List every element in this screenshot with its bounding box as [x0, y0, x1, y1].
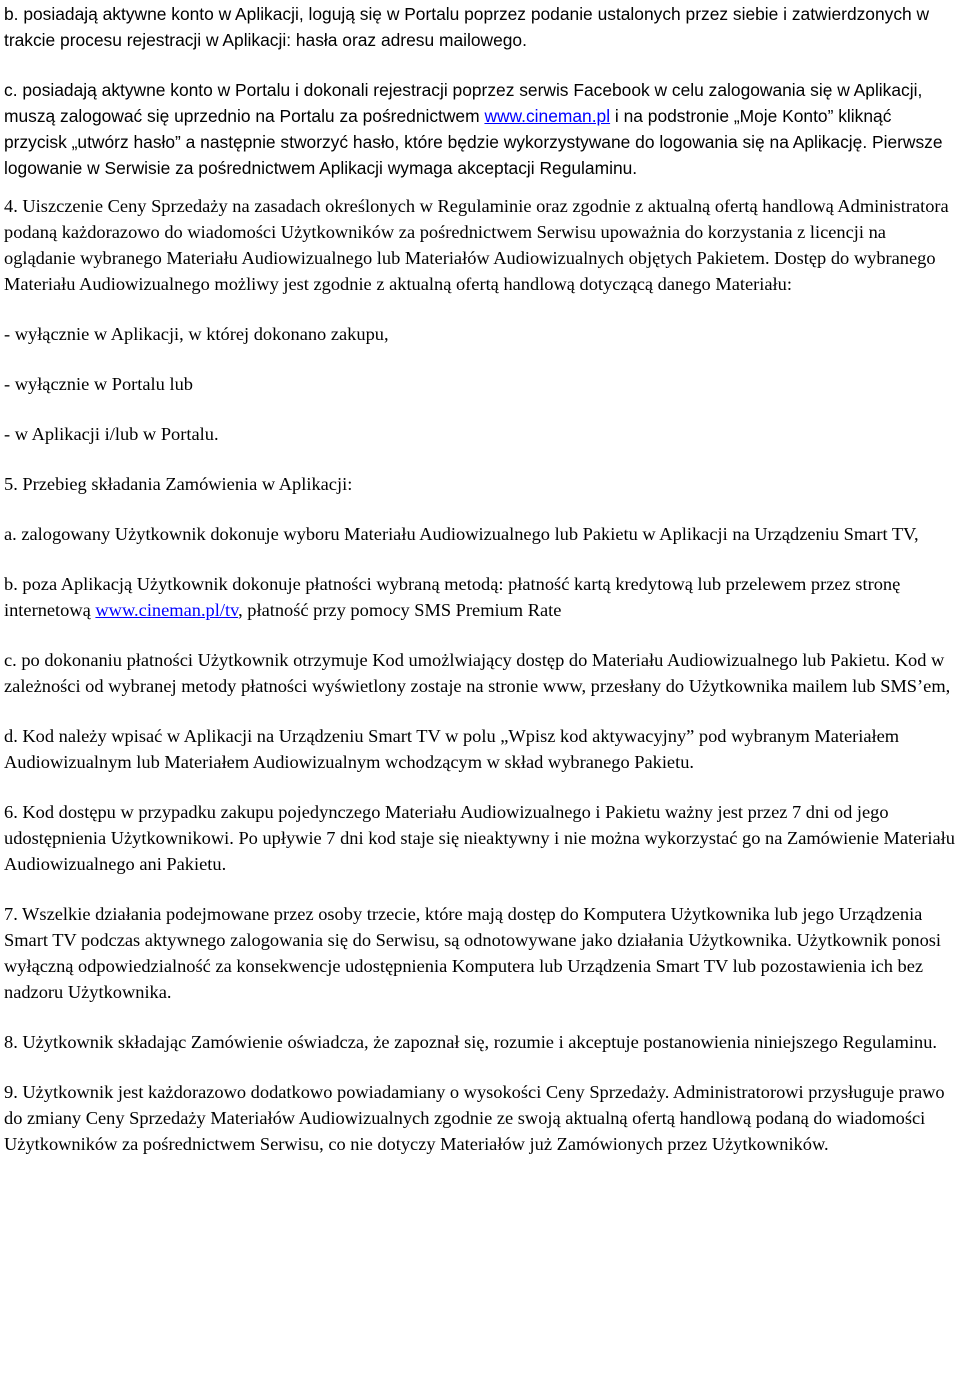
document-page: [4, 1, 956, 1157]
point-4: [4, 193, 956, 297]
item-a: a. zalogowany Użytkownik dokonuje wyboru Materiału Audiowizualnego lub Pakietu w Aplikacji na Urządzeniu Smart TV,: [4, 524, 919, 544]
item-b-text-1: b. poza Aplikacją Użytkownik dokonuje płatności wybraną metodą: płatność kartą kredytową lub przelewem przez stronę internetową: [4, 574, 901, 620]
item-c: c. po dokonaniu płatności Użytkownik otrzymuje Kod umożlwiający dostęp do Materiału Audiowizualnego lub Pakietu. Kod w zależności od wybranej metody płatności wyświetlony zostaje na stronie www, przesłany do Użytkownika mailem lub SMS’em,: [4, 650, 951, 696]
paragraph-b-text: b. posiadają aktywne konto w Aplikacji, logują się w Portalu poprzez podanie ustalonych przez siebie i zatwierdzonych w trakcie procesu rejestracji w Aplikacji: hasła oraz adresu mailowego.: [4, 4, 930, 50]
item-b: [4, 571, 956, 623]
point-4-text: 4. Uiszczenie Ceny Sprzedaży na zasadach określonych w Regulaminie oraz zgodnie z aktualną ofertą handlową Administratora podaną każdorazowo do wiadomości Użytkowników za pośrednictwem Serwisu upoważnia do korzystania z licencji na oglądanie wybranego Materiału Audiowizualnego lub Materiałów Audiowizualnych objętych Pakietem. Dostęp do wybranego Materiału Audiowizualnego możliwy jest zgodnie z aktualną ofertą handlową dotyczącą danego Materiału:: [4, 196, 949, 294]
point-6: 6. Kod dostępu w przypadku zakupu pojedynczego Materiału Audiowizualnego i Pakietu ważny jest przez 7 dni od jego udostępnienia Użytkownikowi. Po upływie 7 dni kod staje się nieaktywny i nie można wykorzystać go na Zamówienie Materiału Audiowizualnego ani Pakietu.: [4, 802, 955, 874]
dash-item-2: - wyłącznie w Portalu lub: [4, 374, 193, 394]
point-7: 7. Wszelkie działania podejmowane przez osoby trzecie, które mają dostęp do Komputera Użytkownika lub jego Urządzenia Smart TV podczas aktywnego zalogowania się do Serwisu, są odnotowywane jako działania Użytkownika. Użytkownik ponosi wyłączną odpowiedzialność za konsekwencje udostępnienia Komputera lub Urządzenia Smart TV lub pozostawienia ich bez nadzoru Użytkownika.: [4, 904, 942, 1002]
item-b-text-2: , płatność przy pomocy SMS Premium Rate: [238, 600, 562, 620]
cineman-link[interactable]: www.cineman.pl: [484, 106, 611, 126]
paragraph-b: [4, 1, 956, 53]
cineman-tv-link[interactable]: www.cineman.pl/tv: [95, 600, 239, 620]
dash-item-3: - w Aplikacji i/lub w Portalu.: [4, 424, 219, 444]
point-5-heading: 5. Przebieg składania Zamówienia w Aplikacji:: [4, 474, 353, 494]
point-8: 8. Użytkownik składając Zamówienie oświadcza, że zapoznał się, rozumie i akceptuje postanowienia niniejszego Regulaminu.: [4, 1032, 938, 1052]
paragraph-c-text-2: i na podstronie „Moje Konto” kliknąć przycisk „utwórz hasło” a następnie stworzyć hasło, które będzie wykorzystywane do logowania się na Aplikację. Pierwsze logowanie w Serwisie za pośrednictwem Aplikacji wymaga akceptacji Regulaminu.: [4, 106, 943, 178]
dash-item-1: - wyłącznie w Aplikacji, w której dokonano zakupu,: [4, 324, 389, 344]
paragraph-c: [4, 77, 956, 181]
point-9: 9. Użytkownik jest każdorazowo dodatkowo powiadamiany o wysokości Ceny Sprzedaży. Administratorowi przysługuje prawo do zmiany Ceny Sprzedaży Materiałów Audiowizualnych zgodnie ze swoją aktualną ofertą handlową podaną do wiadomości Użytkowników za pośrednictwem Serwisu, co nie dotyczy Materiałów już Zamówionych przez Użytkowników.: [4, 1082, 945, 1154]
paragraph-c-text-1: c. posiadają aktywne konto w Portalu i dokonali rejestracji poprzez serwis Facebook w celu zalogowania się w Aplikacji, muszą zalogować się uprzednio na Portalu za pośrednictwem: [4, 80, 923, 126]
item-d: d. Kod należy wpisać w Aplikacji na Urządzeniu Smart TV w polu „Wpisz kod aktywacyjny” pod wybranym Materiałem Audiowizualnym lub Materiałem Audiowizualnym wchodzącym w skład wybranego Pakietu.: [4, 726, 900, 772]
